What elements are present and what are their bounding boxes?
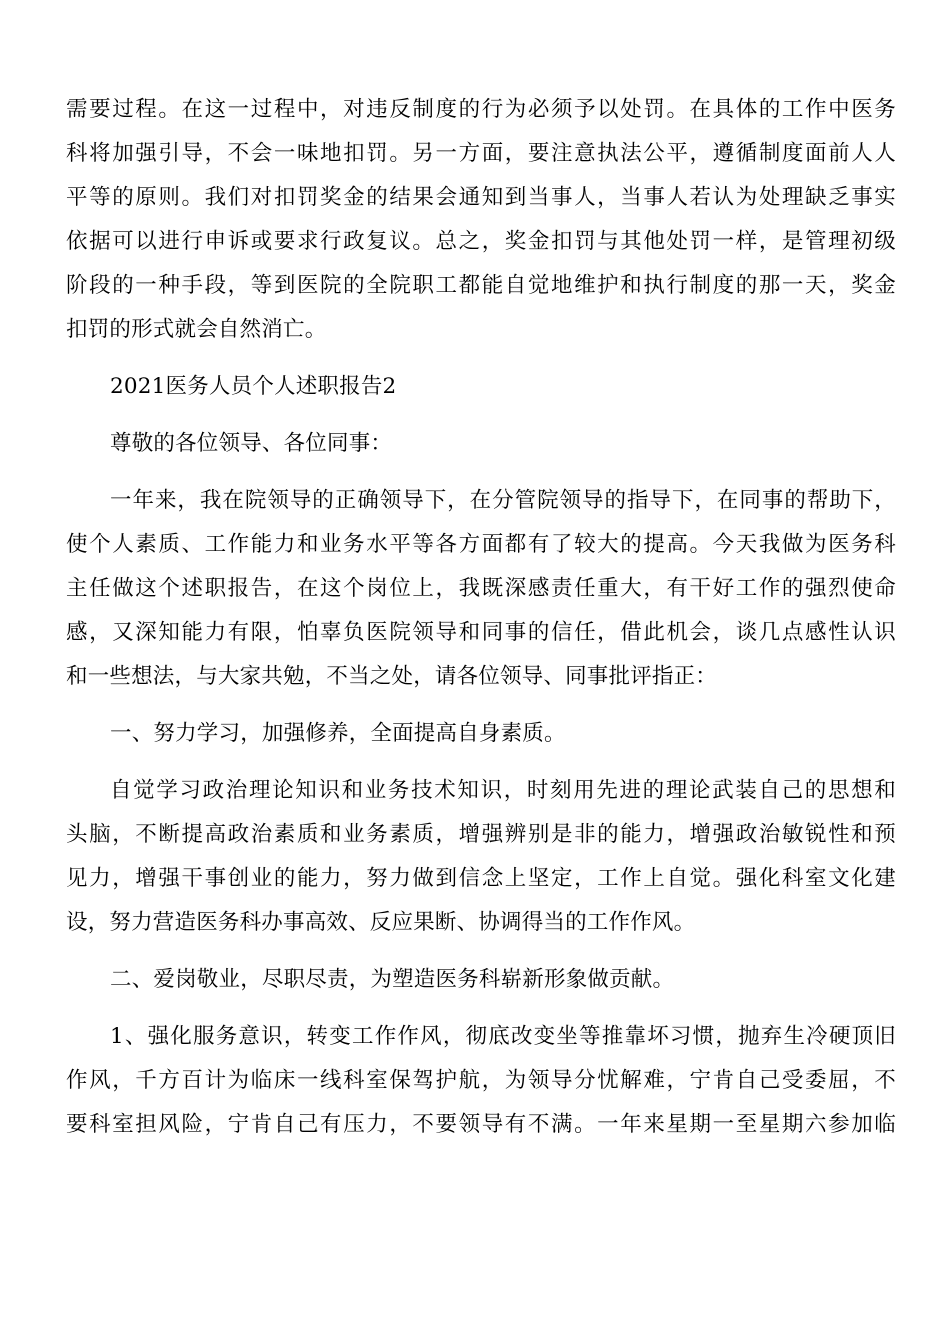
text-line: 需要过程。在这一过程中，对违反制度的行为必须予以处罚。在具体的工作中医务 <box>66 97 896 122</box>
section-heading: 二、爱岗敬业，尽职尽责，为塑造医务科崭新形象做贡献。 <box>110 967 675 992</box>
text-line: 设，努力营造医务科办事高效、反应果断、协调得当的工作作风。 <box>66 910 696 935</box>
text-line: 自觉学习政治理论知识和业务技术知识，时刻用先进的理论武装自己的思想和 <box>110 778 896 803</box>
text-line: 扣罚的形式就会自然消亡。 <box>66 317 327 342</box>
text-line: 平等的原则。我们对扣罚奖金的结果会通知到当事人，当事人若认为处理缺乏事实 <box>66 185 896 210</box>
text-line: 见力，增强干事创业的能力，努力做到信念上坚定，工作上自觉。强化科室文化建 <box>66 866 896 891</box>
text-line: 和一些想法，与大家共勉，不当之处，请各位领导、同事批评指正： <box>66 664 718 689</box>
text-line: 感，又深知能力有限，怕辜负医院领导和同事的信任，借此机会，谈几点感性认识 <box>66 620 896 645</box>
text-line: 阶段的一种手段，等到医院的全院职工都能自觉地维护和执行制度的那一天，奖金 <box>66 273 896 298</box>
text-line: 使个人素质、工作能力和业务水平等各方面都有了较大的提高。今天我做为医务科 <box>66 532 896 557</box>
text-line: 科将加强引导，不会一味地扣罚。另一方面，要注意执法公平，遵循制度面前人人 <box>66 141 896 166</box>
text-line: 头脑，不断提高政治素质和业务素质，增强辨别是非的能力，增强政治敏锐性和预 <box>66 822 896 847</box>
salutation: 尊敬的各位领导、各位同事： <box>110 431 393 456</box>
text-line: 要科室担风险，宁肯自己有压力，不要领导有不满。一年来星期一至星期六参加临 <box>66 1112 896 1137</box>
text-line: 作风，千方百计为临床一线科室保驾护航，为领导分忧解难，宁肯自己受委屈，不 <box>66 1068 896 1093</box>
section-heading: 一、努力学习，加强修养，全面提高自身素质。 <box>110 721 566 746</box>
text-line: 主任做这个述职报告，在这个岗位上，我既深感责任重大，有干好工作的强烈使命 <box>66 576 896 601</box>
text-line: 一年来，我在院领导的正确领导下，在分管院领导的指导下，在同事的帮助下， <box>110 488 896 513</box>
section-heading: 2021医务人员个人述职报告2 <box>110 374 397 399</box>
text-line: 1、强化服务意识，转变工作作风，彻底改变坐等推靠坏习惯，抛弃生冷硬顶旧 <box>110 1024 896 1049</box>
text-line: 依据可以进行申诉或要求行政复议。总之，奖金扣罚与其他处罚一样，是管理初级 <box>66 229 896 254</box>
